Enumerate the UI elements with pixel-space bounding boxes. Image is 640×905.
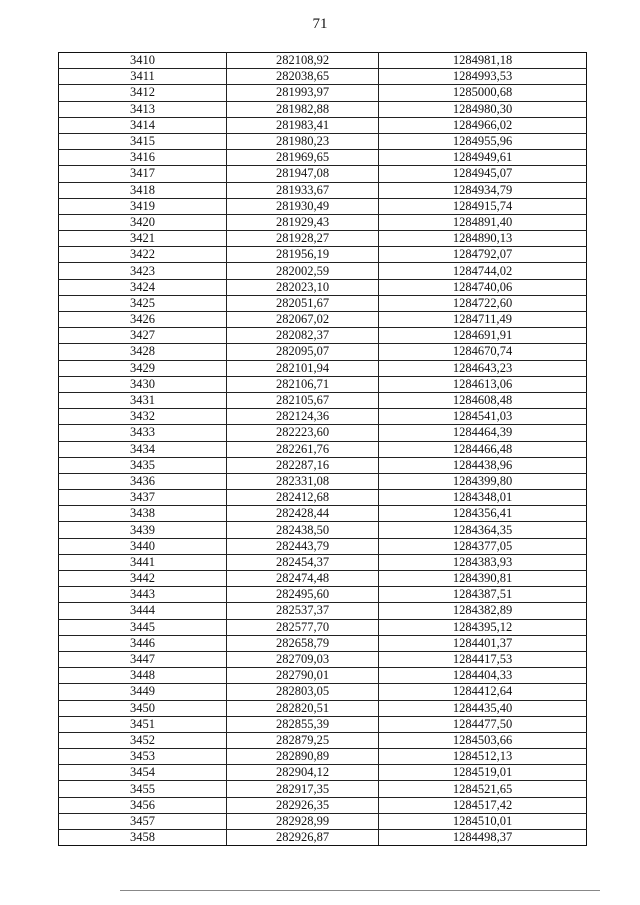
point-number-cell: 3433 bbox=[59, 425, 227, 441]
y-coordinate-cell: 1284792,07 bbox=[379, 247, 587, 263]
y-coordinate-cell: 1284521,65 bbox=[379, 781, 587, 797]
point-number-cell: 3436 bbox=[59, 473, 227, 489]
x-coordinate-cell: 282412,68 bbox=[227, 490, 379, 506]
x-coordinate-cell: 282105,67 bbox=[227, 392, 379, 408]
table-row bbox=[59, 360, 587, 376]
y-coordinate-cell: 1284613,06 bbox=[379, 376, 587, 392]
point-number-cell: 3412 bbox=[59, 85, 227, 101]
x-coordinate-cell: 281928,27 bbox=[227, 231, 379, 247]
point-number-cell: 3451 bbox=[59, 716, 227, 732]
x-coordinate-cell: 282051,67 bbox=[227, 295, 379, 311]
x-coordinate-cell: 282106,71 bbox=[227, 376, 379, 392]
y-coordinate-cell: 1284356,41 bbox=[379, 506, 587, 522]
point-number-cell: 3422 bbox=[59, 247, 227, 263]
point-number-cell: 3456 bbox=[59, 797, 227, 813]
coordinate-table bbox=[58, 52, 587, 846]
table-row bbox=[59, 392, 587, 408]
table-row bbox=[59, 765, 587, 781]
point-number-cell: 3435 bbox=[59, 457, 227, 473]
y-coordinate-cell: 1284670,74 bbox=[379, 344, 587, 360]
y-coordinate-cell: 1284915,74 bbox=[379, 198, 587, 214]
x-coordinate-cell: 282904,12 bbox=[227, 765, 379, 781]
x-coordinate-cell: 282658,79 bbox=[227, 635, 379, 651]
table-row bbox=[59, 473, 587, 489]
y-coordinate-cell: 1284401,37 bbox=[379, 635, 587, 651]
table-row bbox=[59, 150, 587, 166]
y-coordinate-cell: 1284399,80 bbox=[379, 473, 587, 489]
y-coordinate-cell: 1284438,96 bbox=[379, 457, 587, 473]
table-row bbox=[59, 506, 587, 522]
point-number-cell: 3438 bbox=[59, 506, 227, 522]
table-row bbox=[59, 166, 587, 182]
y-coordinate-cell: 1284395,12 bbox=[379, 619, 587, 635]
y-coordinate-cell: 1284744,02 bbox=[379, 263, 587, 279]
x-coordinate-cell: 282577,70 bbox=[227, 619, 379, 635]
point-number-cell: 3458 bbox=[59, 830, 227, 846]
point-number-cell: 3434 bbox=[59, 441, 227, 457]
table-row bbox=[59, 554, 587, 570]
point-number-cell: 3457 bbox=[59, 813, 227, 829]
y-coordinate-cell: 1284981,18 bbox=[379, 53, 587, 69]
x-coordinate-cell: 282443,79 bbox=[227, 538, 379, 554]
y-coordinate-cell: 1284966,02 bbox=[379, 117, 587, 133]
table-row bbox=[59, 538, 587, 554]
x-coordinate-cell: 282790,01 bbox=[227, 668, 379, 684]
table-row bbox=[59, 328, 587, 344]
point-number-cell: 3448 bbox=[59, 668, 227, 684]
y-coordinate-cell: 1284890,13 bbox=[379, 231, 587, 247]
table-row bbox=[59, 457, 587, 473]
y-coordinate-cell: 1284643,23 bbox=[379, 360, 587, 376]
x-coordinate-cell: 282879,25 bbox=[227, 732, 379, 748]
table-row bbox=[59, 797, 587, 813]
x-coordinate-cell: 282926,35 bbox=[227, 797, 379, 813]
point-number-cell: 3427 bbox=[59, 328, 227, 344]
point-number-cell: 3415 bbox=[59, 133, 227, 149]
point-number-cell: 3443 bbox=[59, 587, 227, 603]
table-row bbox=[59, 133, 587, 149]
x-coordinate-cell: 282261,76 bbox=[227, 441, 379, 457]
y-coordinate-cell: 1284348,01 bbox=[379, 490, 587, 506]
y-coordinate-cell: 1285000,68 bbox=[379, 85, 587, 101]
point-number-cell: 3419 bbox=[59, 198, 227, 214]
y-coordinate-cell: 1284383,93 bbox=[379, 554, 587, 570]
y-coordinate-cell: 1284934,79 bbox=[379, 182, 587, 198]
point-number-cell: 3428 bbox=[59, 344, 227, 360]
point-number-cell: 3432 bbox=[59, 409, 227, 425]
x-coordinate-cell: 282855,39 bbox=[227, 716, 379, 732]
x-coordinate-cell: 281947,08 bbox=[227, 166, 379, 182]
table-row bbox=[59, 344, 587, 360]
point-number-cell: 3420 bbox=[59, 214, 227, 230]
y-coordinate-cell: 1284510,01 bbox=[379, 813, 587, 829]
point-number-cell: 3439 bbox=[59, 522, 227, 538]
table-row bbox=[59, 490, 587, 506]
table-row bbox=[59, 732, 587, 748]
x-coordinate-cell: 281982,88 bbox=[227, 101, 379, 117]
table-row bbox=[59, 101, 587, 117]
point-number-cell: 3440 bbox=[59, 538, 227, 554]
point-number-cell: 3455 bbox=[59, 781, 227, 797]
point-number-cell: 3410 bbox=[59, 53, 227, 69]
table-row bbox=[59, 635, 587, 651]
point-number-cell: 3426 bbox=[59, 312, 227, 328]
y-coordinate-cell: 1284435,40 bbox=[379, 700, 587, 716]
point-number-cell: 3425 bbox=[59, 295, 227, 311]
x-coordinate-cell: 282223,60 bbox=[227, 425, 379, 441]
x-coordinate-cell: 282803,05 bbox=[227, 684, 379, 700]
y-coordinate-cell: 1284377,05 bbox=[379, 538, 587, 554]
x-coordinate-cell: 281980,23 bbox=[227, 133, 379, 149]
table-row bbox=[59, 587, 587, 603]
x-coordinate-cell: 282928,99 bbox=[227, 813, 379, 829]
x-coordinate-cell: 282917,35 bbox=[227, 781, 379, 797]
y-coordinate-cell: 1284464,39 bbox=[379, 425, 587, 441]
table-row bbox=[59, 749, 587, 765]
table-row bbox=[59, 425, 587, 441]
point-number-cell: 3450 bbox=[59, 700, 227, 716]
y-coordinate-cell: 1284466,48 bbox=[379, 441, 587, 457]
x-coordinate-cell: 282101,94 bbox=[227, 360, 379, 376]
x-coordinate-cell: 282495,60 bbox=[227, 587, 379, 603]
x-coordinate-cell: 282067,02 bbox=[227, 312, 379, 328]
table-row bbox=[59, 69, 587, 85]
x-coordinate-cell: 281993,97 bbox=[227, 85, 379, 101]
point-number-cell: 3444 bbox=[59, 603, 227, 619]
table-row bbox=[59, 700, 587, 716]
point-number-cell: 3447 bbox=[59, 651, 227, 667]
point-number-cell: 3417 bbox=[59, 166, 227, 182]
x-coordinate-cell: 282709,03 bbox=[227, 651, 379, 667]
x-coordinate-cell: 282438,50 bbox=[227, 522, 379, 538]
point-number-cell: 3453 bbox=[59, 749, 227, 765]
y-coordinate-cell: 1284390,81 bbox=[379, 571, 587, 587]
y-coordinate-cell: 1284980,30 bbox=[379, 101, 587, 117]
table-row bbox=[59, 441, 587, 457]
table-row bbox=[59, 295, 587, 311]
y-coordinate-cell: 1284993,53 bbox=[379, 69, 587, 85]
table-row bbox=[59, 409, 587, 425]
x-coordinate-cell: 282002,59 bbox=[227, 263, 379, 279]
point-number-cell: 3431 bbox=[59, 392, 227, 408]
x-coordinate-cell: 282454,37 bbox=[227, 554, 379, 570]
table-row bbox=[59, 603, 587, 619]
y-coordinate-cell: 1284608,48 bbox=[379, 392, 587, 408]
y-coordinate-cell: 1284404,33 bbox=[379, 668, 587, 684]
point-number-cell: 3411 bbox=[59, 69, 227, 85]
table-row bbox=[59, 668, 587, 684]
x-coordinate-cell: 282331,08 bbox=[227, 473, 379, 489]
x-coordinate-cell: 281933,67 bbox=[227, 182, 379, 198]
y-coordinate-cell: 1284945,07 bbox=[379, 166, 587, 182]
page-number: 71 bbox=[312, 16, 328, 32]
x-coordinate-cell: 281929,43 bbox=[227, 214, 379, 230]
y-coordinate-cell: 1284364,35 bbox=[379, 522, 587, 538]
y-coordinate-cell: 1284512,13 bbox=[379, 749, 587, 765]
y-coordinate-cell: 1284722,60 bbox=[379, 295, 587, 311]
y-coordinate-cell: 1284498,37 bbox=[379, 830, 587, 846]
x-coordinate-cell: 281930,49 bbox=[227, 198, 379, 214]
y-coordinate-cell: 1284519,01 bbox=[379, 765, 587, 781]
point-number-cell: 3445 bbox=[59, 619, 227, 635]
point-number-cell: 3454 bbox=[59, 765, 227, 781]
coordinate-table-body bbox=[59, 53, 587, 846]
point-number-cell: 3437 bbox=[59, 490, 227, 506]
table-row bbox=[59, 781, 587, 797]
x-coordinate-cell: 282537,37 bbox=[227, 603, 379, 619]
y-coordinate-cell: 1284691,91 bbox=[379, 328, 587, 344]
table-row bbox=[59, 312, 587, 328]
x-coordinate-cell: 282428,44 bbox=[227, 506, 379, 522]
y-coordinate-cell: 1284955,96 bbox=[379, 133, 587, 149]
x-coordinate-cell: 282082,37 bbox=[227, 328, 379, 344]
x-coordinate-cell: 281956,19 bbox=[227, 247, 379, 263]
table-row bbox=[59, 53, 587, 69]
table-row bbox=[59, 231, 587, 247]
table-row bbox=[59, 684, 587, 700]
table-row bbox=[59, 117, 587, 133]
y-coordinate-cell: 1284891,40 bbox=[379, 214, 587, 230]
table-row bbox=[59, 214, 587, 230]
point-number-cell: 3446 bbox=[59, 635, 227, 651]
table-row bbox=[59, 830, 587, 846]
point-number-cell: 3421 bbox=[59, 231, 227, 247]
point-number-cell: 3416 bbox=[59, 150, 227, 166]
table-row bbox=[59, 85, 587, 101]
bottom-rule bbox=[120, 890, 600, 891]
x-coordinate-cell: 282926,87 bbox=[227, 830, 379, 846]
y-coordinate-cell: 1284541,03 bbox=[379, 409, 587, 425]
point-number-cell: 3452 bbox=[59, 732, 227, 748]
x-coordinate-cell: 282287,16 bbox=[227, 457, 379, 473]
y-coordinate-cell: 1284740,06 bbox=[379, 279, 587, 295]
y-coordinate-cell: 1284382,89 bbox=[379, 603, 587, 619]
point-number-cell: 3424 bbox=[59, 279, 227, 295]
table-row bbox=[59, 263, 587, 279]
x-coordinate-cell: 282820,51 bbox=[227, 700, 379, 716]
y-coordinate-cell: 1284412,64 bbox=[379, 684, 587, 700]
table-row bbox=[59, 279, 587, 295]
x-coordinate-cell: 282023,10 bbox=[227, 279, 379, 295]
x-coordinate-cell: 281969,65 bbox=[227, 150, 379, 166]
x-coordinate-cell: 282890,89 bbox=[227, 749, 379, 765]
table-row bbox=[59, 813, 587, 829]
y-coordinate-cell: 1284949,61 bbox=[379, 150, 587, 166]
table-row bbox=[59, 619, 587, 635]
table-row bbox=[59, 716, 587, 732]
y-coordinate-cell: 1284387,51 bbox=[379, 587, 587, 603]
x-coordinate-cell: 282474,48 bbox=[227, 571, 379, 587]
x-coordinate-cell: 282108,92 bbox=[227, 53, 379, 69]
table-row bbox=[59, 376, 587, 392]
point-number-cell: 3423 bbox=[59, 263, 227, 279]
point-number-cell: 3430 bbox=[59, 376, 227, 392]
y-coordinate-cell: 1284503,66 bbox=[379, 732, 587, 748]
y-coordinate-cell: 1284711,49 bbox=[379, 312, 587, 328]
table-row bbox=[59, 522, 587, 538]
point-number-cell: 3414 bbox=[59, 117, 227, 133]
y-coordinate-cell: 1284517,42 bbox=[379, 797, 587, 813]
x-coordinate-cell: 282124,36 bbox=[227, 409, 379, 425]
y-coordinate-cell: 1284417,53 bbox=[379, 651, 587, 667]
table-row bbox=[59, 651, 587, 667]
x-coordinate-cell: 282095,07 bbox=[227, 344, 379, 360]
y-coordinate-cell: 1284477,50 bbox=[379, 716, 587, 732]
point-number-cell: 3441 bbox=[59, 554, 227, 570]
point-number-cell: 3413 bbox=[59, 101, 227, 117]
table-row bbox=[59, 571, 587, 587]
point-number-cell: 3418 bbox=[59, 182, 227, 198]
table-row bbox=[59, 247, 587, 263]
point-number-cell: 3449 bbox=[59, 684, 227, 700]
table-row bbox=[59, 182, 587, 198]
point-number-cell: 3442 bbox=[59, 571, 227, 587]
point-number-cell: 3429 bbox=[59, 360, 227, 376]
table-row bbox=[59, 198, 587, 214]
x-coordinate-cell: 281983,41 bbox=[227, 117, 379, 133]
x-coordinate-cell: 282038,65 bbox=[227, 69, 379, 85]
